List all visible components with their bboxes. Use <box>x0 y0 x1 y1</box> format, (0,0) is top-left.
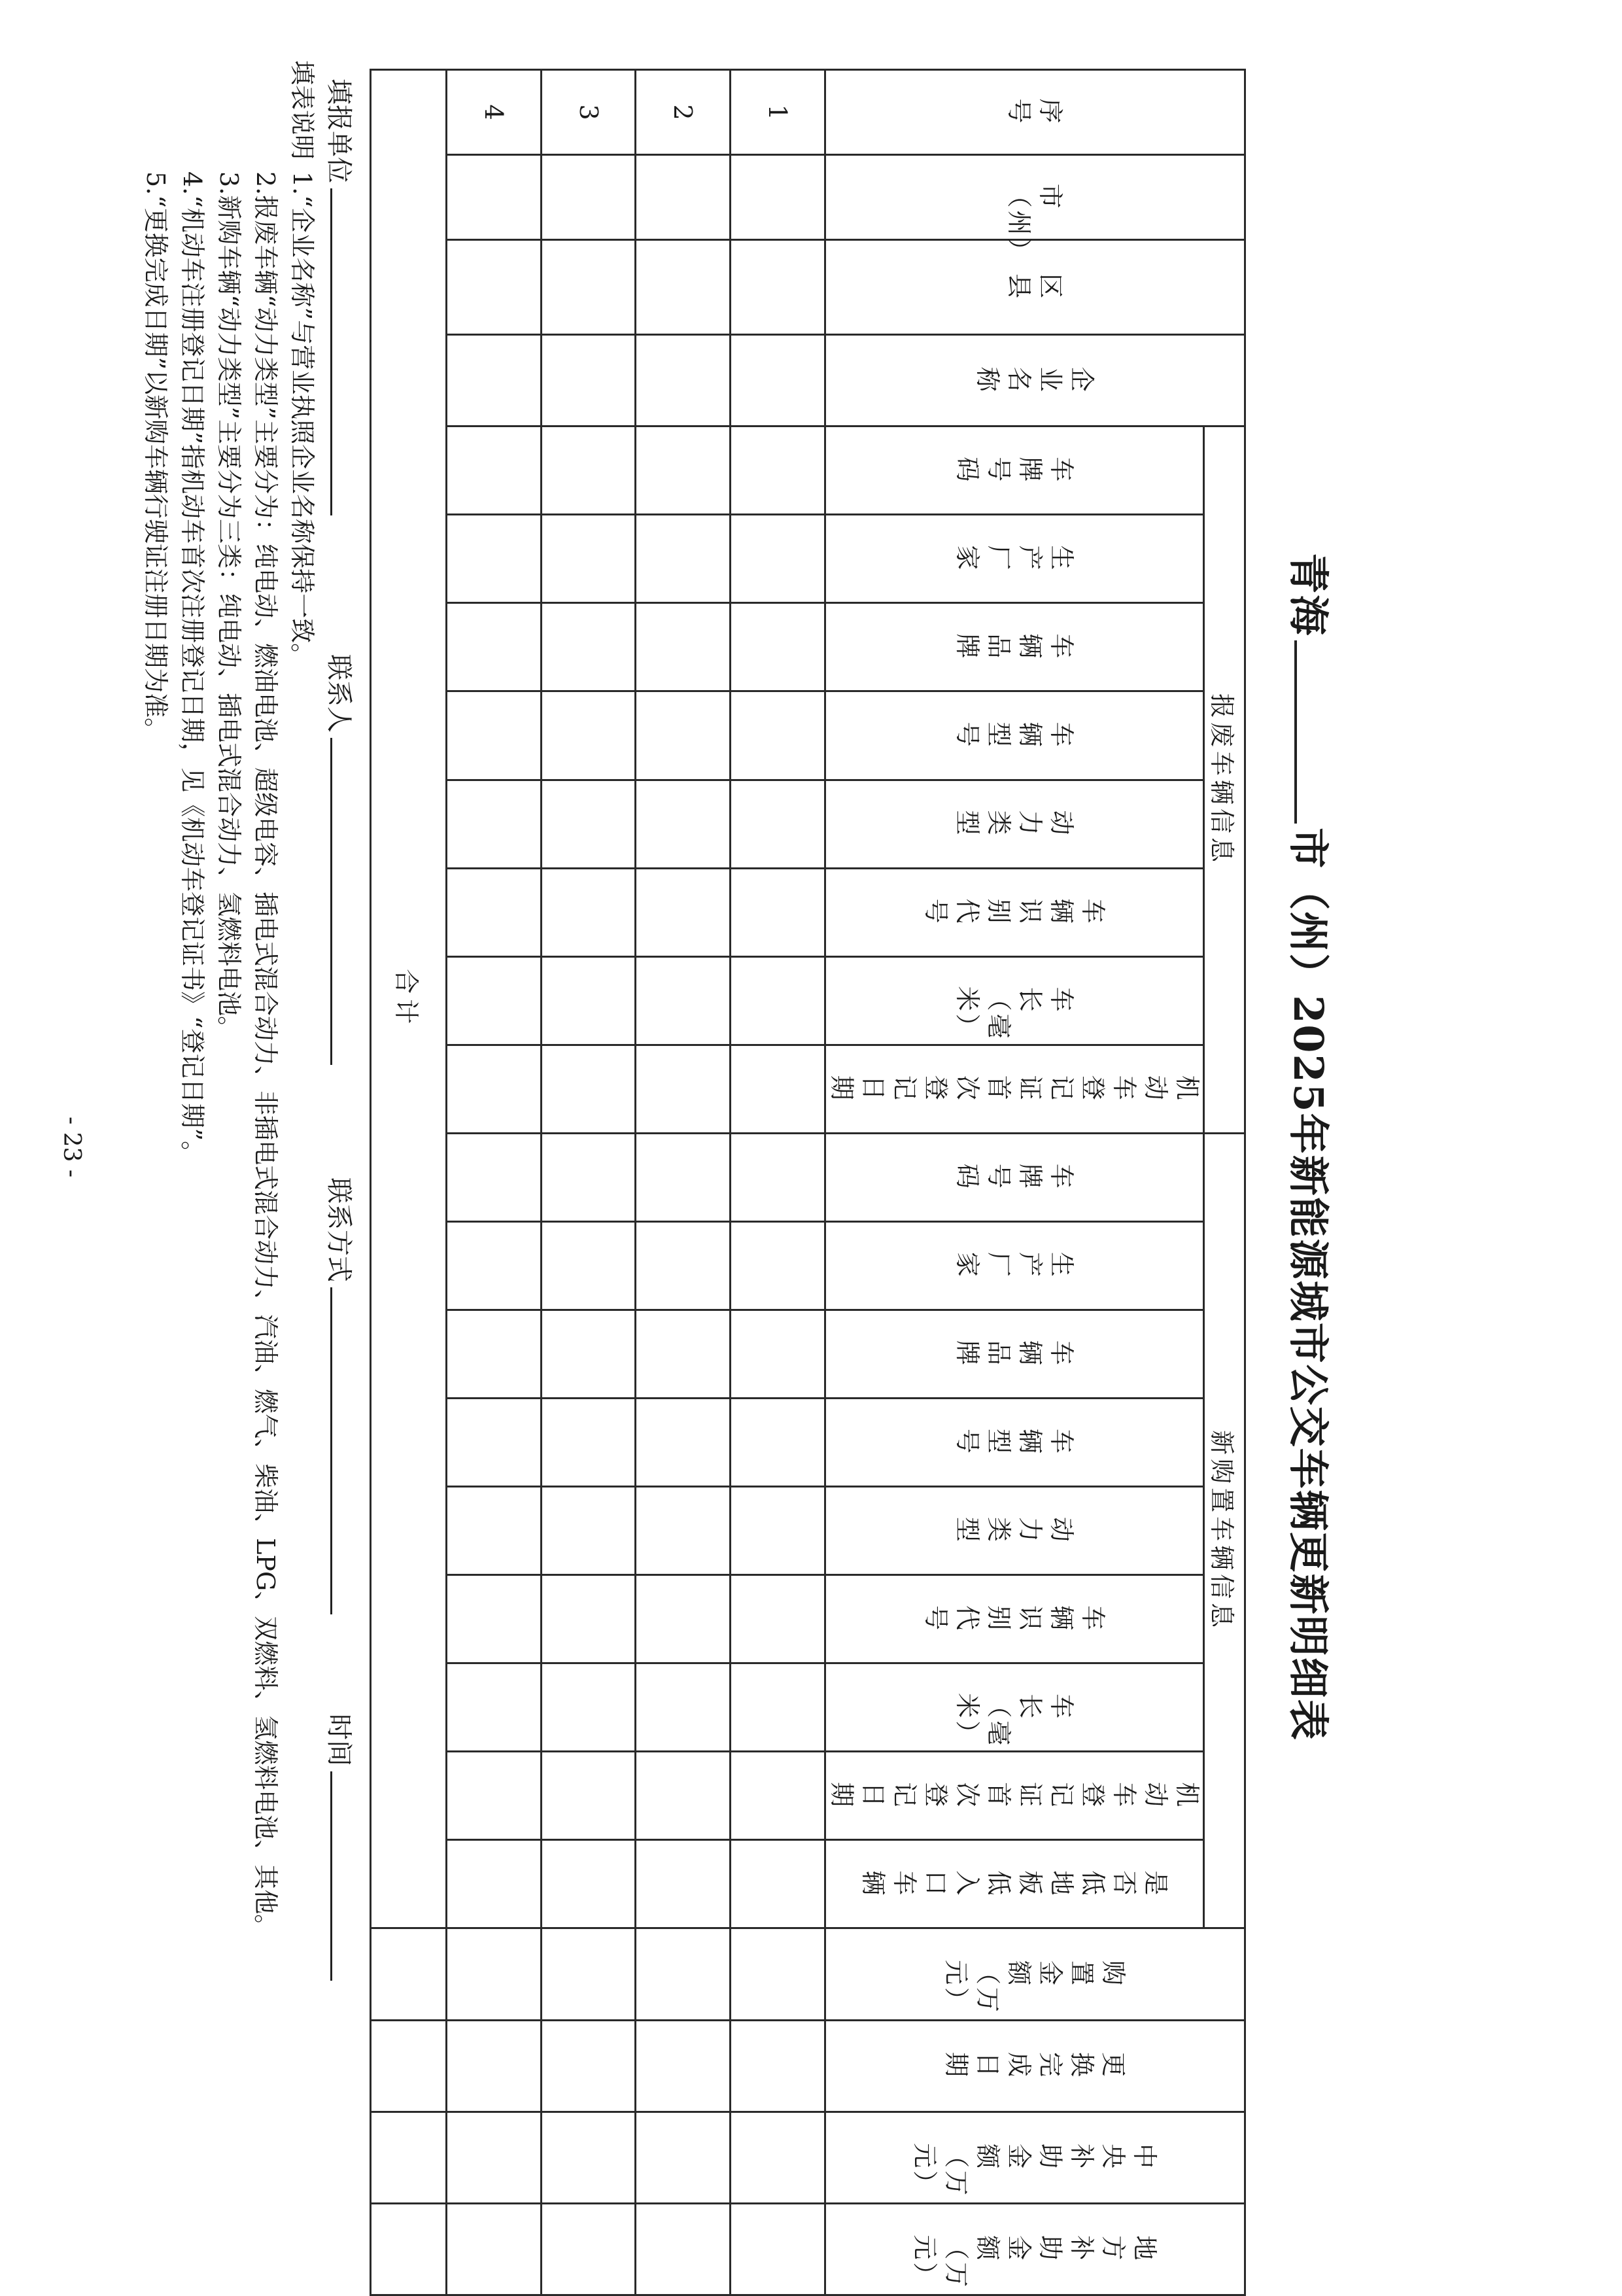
time-label: 时间 <box>324 1714 354 1766</box>
fill-instructions <box>137 60 320 1939</box>
header-new-lowfloor: 是否低地板低入口车辆 <box>825 1840 1204 1928</box>
reporter-input[interactable] <box>330 188 357 515</box>
header-scrap-group: 报废车辆信息 <box>1204 426 1245 1134</box>
note-item: 3.新购车辆“动力类型”主要分为三类：纯电动、插电式混合动力、氢燃料电池。 <box>215 171 243 1041</box>
note-item: 1.“企业名称”与营业执照企业名称保持一致。 <box>288 171 317 669</box>
header-new-brand: 车辆品牌 <box>825 1310 1204 1398</box>
table-row <box>446 70 541 2295</box>
header-scrap-regdate: 机动车登记证首次登记日期 <box>825 1045 1204 1133</box>
header-new-power: 动力类型 <box>825 1487 1204 1575</box>
header-company: 企业名称 <box>825 335 1245 426</box>
header-scrap-maker: 生产厂家 <box>825 515 1204 603</box>
vehicle-renewal-table <box>370 69 1246 2296</box>
header-amount: 购置金额（万元） <box>825 1928 1245 2020</box>
note-item: 5.“更换完成日期”以新购车辆行驶证注册日期为准。 <box>141 171 170 743</box>
header-new-model: 车辆型号 <box>825 1398 1204 1486</box>
header-city: 市（州） <box>825 155 1245 240</box>
header-scrap-power: 动力类型 <box>825 780 1204 868</box>
total-label: 合计 <box>371 70 447 1928</box>
header-scrap-brand: 车辆品牌 <box>825 603 1204 691</box>
phone-input[interactable] <box>330 1287 357 1614</box>
header-scrap-plate: 车牌号码 <box>825 426 1204 515</box>
phone-label: 联系方式 <box>324 1177 354 1282</box>
header-new-group: 新购置车辆信息 <box>1204 1133 1245 1928</box>
row-seq-cell: 4 <box>446 70 541 155</box>
title-province: 青海 <box>1285 553 1332 637</box>
table-row <box>636 70 731 2295</box>
header-central: 中央补助金额（万元） <box>825 2112 1245 2203</box>
page-number: - 23 - <box>58 1116 85 1178</box>
note-item: 2.报废车辆“动力类型”主要分为：纯电动、燃油电池、超级电容、插电式混合动力、非插电式混合动力、汽油、燃气、柴油、LPG、双燃料、氢燃料电池、其他。 <box>251 171 280 1939</box>
header-new-length: 车长（毫米） <box>825 1663 1204 1752</box>
time-input[interactable] <box>330 1771 357 1981</box>
page-title <box>1283 0 1341 2294</box>
contact-input[interactable] <box>330 738 357 1065</box>
header-scrap-length: 车长（毫米） <box>825 956 1204 1045</box>
header-new-vin: 车辆识别代号 <box>825 1575 1204 1663</box>
reporter-field <box>322 78 360 515</box>
table-body <box>371 70 825 2295</box>
header-new-plate: 车牌号码 <box>825 1133 1204 1221</box>
row-seq-cell: 1 <box>731 70 825 155</box>
table-row <box>541 70 636 2295</box>
header-county: 区县 <box>825 240 1245 335</box>
city-blank[interactable] <box>1294 640 1330 824</box>
contact-label: 联系人 <box>324 654 354 733</box>
header-scrap-vin: 车辆识别代号 <box>825 868 1204 956</box>
row-seq-cell: 2 <box>636 70 731 155</box>
row-seq-cell: 3 <box>541 70 636 155</box>
title-rest: 市（州）2025年新能源城市公交车辆更新明细表 <box>1285 827 1332 1741</box>
contact-field <box>322 654 360 1065</box>
time-field <box>322 1714 360 1981</box>
notes-label: 填表说明 <box>288 60 317 160</box>
header-new-regdate: 机动车登记证首次登记日期 <box>825 1752 1204 1840</box>
header-scrap-model: 车辆型号 <box>825 691 1204 780</box>
reporter-label: 填报单位 <box>324 78 354 183</box>
phone-field <box>322 1177 360 1614</box>
header-local: 地方补助金额（万元） <box>825 2203 1245 2295</box>
header-date: 更换完成日期 <box>825 2020 1245 2112</box>
header-new-maker: 生产厂家 <box>825 1221 1204 1310</box>
header-seq: 序号 <box>825 70 1245 155</box>
table-row <box>731 70 825 2295</box>
total-row <box>371 70 447 2295</box>
note-item: 4.“机动车注册登记日期”指机动车首次注册登记日期，见《机动车登记证书》“登记日期”。 <box>178 171 207 1166</box>
